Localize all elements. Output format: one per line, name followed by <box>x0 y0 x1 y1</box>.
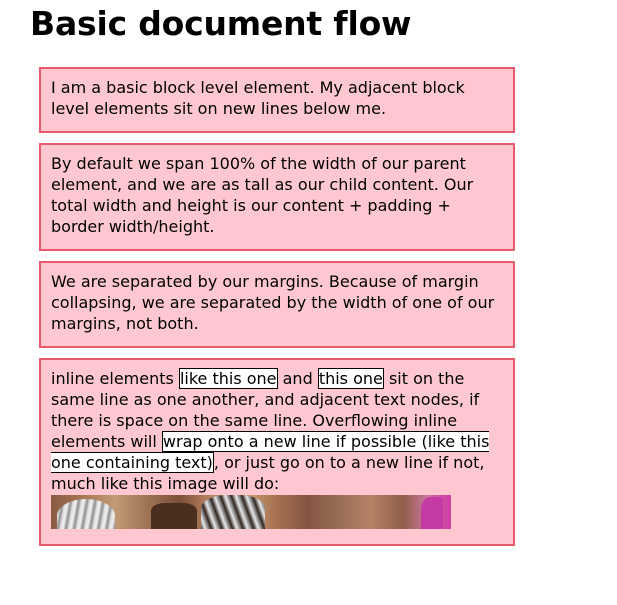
block-paragraph-2-text: By default we span 100% of the width of our parent element, and we are as tall as our child content. Our total width and height is our content + padding + border width/height. <box>51 154 474 236</box>
image-coil-left <box>57 499 115 529</box>
inline-text-4: , or just go on to a new line if not, much like this image will do: <box>51 453 485 493</box>
block-paragraph-1 <box>39 67 515 133</box>
inline-span-1: like this one <box>179 369 277 388</box>
inline-text-2: and <box>277 369 318 388</box>
block-paragraph-inline <box>39 358 515 546</box>
block-paragraph-2 <box>39 143 515 251</box>
inline-image <box>51 495 451 529</box>
inline-span-3: wrap onto a new line if possible (like this one containing text) <box>51 432 490 472</box>
image-pink-shape <box>421 497 443 529</box>
image-coil-right <box>201 495 265 529</box>
inline-text-3: sit on the same line as one another, and adjacent text nodes, if there is space on the same line. Overflowing inline elements will <box>51 369 480 451</box>
block-paragraph-3 <box>39 261 515 348</box>
inline-text-1: inline elements <box>51 369 179 388</box>
block-paragraph-1-text: I am a basic block level element. My adjacent block level elements sit on new lines below me. <box>51 78 465 118</box>
inline-span-2: this one <box>318 369 383 388</box>
block-paragraph-3-text: We are separated by our margins. Because of margin collapsing, we are separated by the width of one of our margins, not both. <box>51 272 495 333</box>
page-title: Basic document flow <box>30 4 412 43</box>
image-dark-shape <box>151 503 197 529</box>
